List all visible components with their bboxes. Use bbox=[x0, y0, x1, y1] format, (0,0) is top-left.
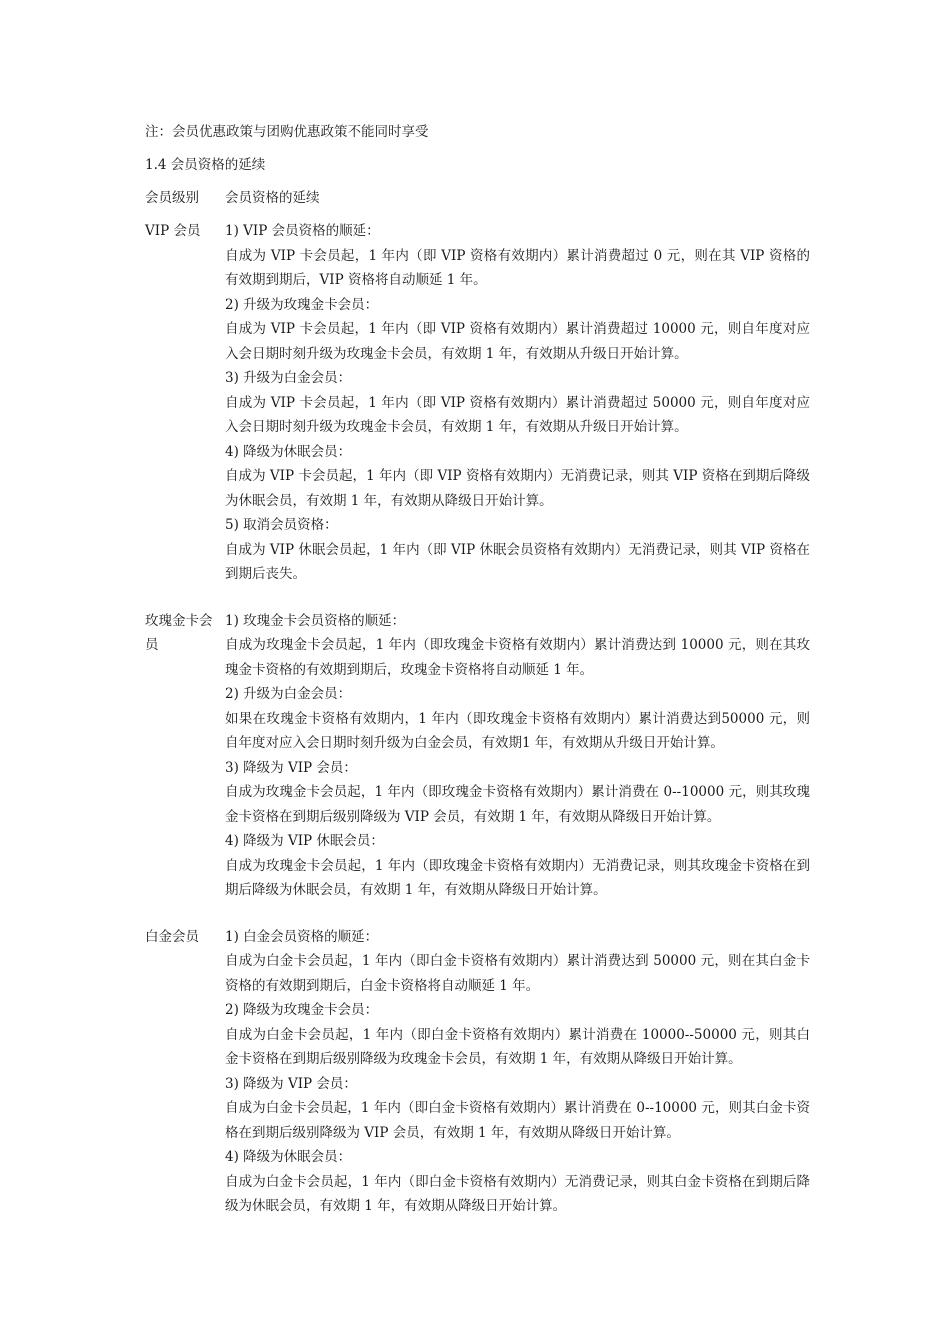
rule-body: 自成为 VIP 卡会员起，1 年内（即 VIP 资格有效期内）累计消费超过 10000 元，则自年度对应入会日期时刻升级为玫瑰金卡会员，有效期 1 年，有效期从升级日开始计算。 bbox=[225, 321, 810, 362]
rule-body: 自成为 VIP 卡会员起，1 年内（即 VIP 资格有效期内）累计消费超过 50000 元，则自年度对应入会日期时刻升级为玫瑰金卡会员，有效期 1 年，有效期从升级日开始计算。 bbox=[225, 394, 810, 435]
rule-heading: 4) 降级为休眠会员： bbox=[225, 443, 352, 460]
rule-heading: 3) 升级为白金会员： bbox=[225, 370, 352, 386]
rule-heading: 1) 玫瑰金卡会员资格的顺延： bbox=[225, 612, 406, 629]
rule-body: 自成为玫瑰金卡会员起，1 年内（即玫瑰金卡资格有效期内）累计消费达到 10000 元，则在其玫瑰金卡资格的有效期到期后，玫瑰金卡资格将自动顺延 1 年。 bbox=[225, 637, 810, 678]
table-header-row bbox=[145, 186, 810, 210]
rule-heading: 4) 降级为 VIP 休眠会员： bbox=[225, 833, 384, 849]
rule-heading: 1) VIP 会员资格的顺延： bbox=[225, 223, 380, 239]
rule-body: 如果在玫瑰金卡资格有效期内，1 年内（即玫瑰金卡资格有效期内）累计消费达到50000 元，则自年度对应入会日期时刻升级为白金会员，有效期1 年，有效期从升级日开始计算。 bbox=[225, 710, 810, 751]
rule-body: 自成为 VIP 休眠会员起，1 年内（即 VIP 休眠会员资格有效期内）无消费记录，则其 VIP 资格在到期后丧失。 bbox=[225, 541, 810, 582]
rule-heading: 1) 白金会员资格的顺延： bbox=[225, 928, 379, 945]
rule-body: 自成为白金卡会员起，1 年内（即白金卡资格有效期内）无消费记录，则其白金卡资格在到期后降级为休眠会员，有效期 1 年，有效期从降级日开始计算。 bbox=[225, 1173, 810, 1214]
policy-note: 注：会员优惠政策与团购优惠政策不能同时享受 bbox=[145, 124, 429, 140]
section-title: 1.4 会员资格的延续 bbox=[145, 157, 266, 173]
row-spacer bbox=[145, 903, 810, 925]
level-rules bbox=[225, 925, 810, 1219]
rule-body: 自成为 VIP 卡会员起，1 年内（即 VIP 资格有效期内）累计消费超过 0 元，则在其 VIP 资格的有效期到期后，VIP 资格将自动顺延 1 年。 bbox=[225, 247, 810, 288]
rule-heading: 4) 降级为休眠会员： bbox=[225, 1149, 352, 1165]
rule-body: 自成为白金卡会员起，1 年内（即白金卡资格有效期内）累计消费在 10000--50000 元，则其白金卡资格在到期后级别降级为玫瑰金卡会员，有效期 1 年，有效期从降级日开始计算。 bbox=[225, 1026, 810, 1067]
level-rules bbox=[225, 219, 810, 587]
rule-heading: 2) 降级为玫瑰金卡会员： bbox=[225, 1002, 379, 1018]
header-continuation: 会员资格的延续 bbox=[225, 190, 320, 206]
header-level: 会员级别 bbox=[145, 190, 199, 206]
rule-body: 自成为白金卡会员起，1 年内（即白金卡资格有效期内）累计消费在 0--10000 元，则其白金卡资格在到期后级别降级为 VIP 会员，有效期 1 年，有效期从降级日开始计算。 bbox=[225, 1100, 810, 1141]
rule-heading: 3) 降级为 VIP 会员： bbox=[225, 1075, 357, 1092]
row-spacer bbox=[145, 587, 810, 609]
rule-heading: 5) 取消会员资格： bbox=[225, 517, 338, 533]
rule-heading: 3) 降级为 VIP 会员： bbox=[225, 759, 357, 776]
rule-body: 自成为玫瑰金卡会员起，1 年内（即玫瑰金卡资格有效期内）累计消费在 0--10000 元，则其玫瑰金卡资格在到期后级别降级为 VIP 会员，有效期 1 年，有效期从降级日开始计算。 bbox=[225, 784, 810, 825]
level-label: VIP 会员 bbox=[145, 223, 201, 239]
rule-heading: 2) 升级为白金会员： bbox=[225, 686, 352, 702]
document-page bbox=[145, 120, 810, 1219]
rule-heading: 2) 升级为玫瑰金卡会员： bbox=[225, 296, 379, 313]
table-row-rose-gold bbox=[145, 609, 810, 903]
level-label: 玫瑰金卡会员 bbox=[145, 612, 213, 653]
rule-body: 自成为 VIP 卡会员起，1 年内（即 VIP 资格有效期内）无消费记录，则其 VIP 资格在到期后降级为休眠会员，有效期 1 年，有效期从降级日开始计算。 bbox=[225, 468, 810, 509]
table-row-platinum bbox=[145, 925, 810, 1219]
rule-body: 自成为白金卡会员起，1 年内（即白金卡资格有效期内）累计消费达到 50000 元，则在其白金卡资格的有效期到期后，白金卡资格将自动顺延 1 年。 bbox=[225, 953, 810, 994]
level-label: 白金会员 bbox=[145, 928, 199, 945]
table-row-vip bbox=[145, 219, 810, 587]
level-rules bbox=[225, 609, 810, 903]
rule-body: 自成为玫瑰金卡会员起，1 年内（即玫瑰金卡资格有效期内）无消费记录，则其玫瑰金卡资格在到期后降级为休眠会员，有效期 1 年，有效期从降级日开始计算。 bbox=[225, 857, 810, 898]
membership-continuation-table bbox=[145, 186, 810, 1219]
